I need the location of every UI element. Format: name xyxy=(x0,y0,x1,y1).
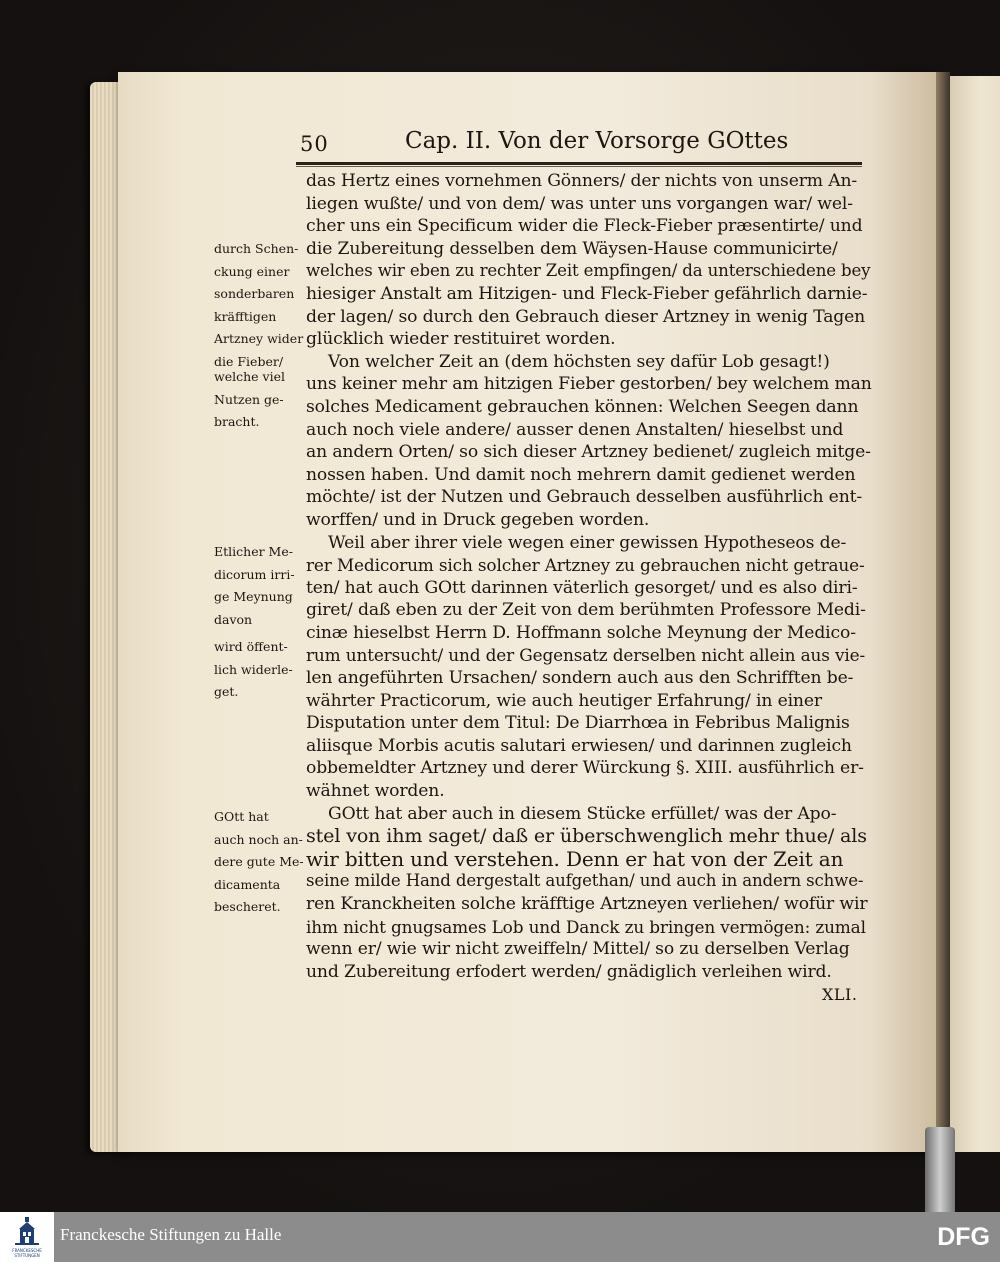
margin-line: sonderbaren xyxy=(214,286,295,301)
text-line: welches wir eben zu rechter Zeit empfingen/ da unterschiedene bey xyxy=(306,261,871,281)
text-line: wenn er/ wie wir nicht zweiffeln/ Mittel/ so zu derselben Verlag xyxy=(306,939,850,960)
margin-note-5 xyxy=(214,806,310,919)
margin-line: dicorum irri- xyxy=(214,566,295,582)
page-number: 50 xyxy=(300,132,329,156)
text-line: cher uns ein Specificum wider die Fleck-Fieber præsentirte/ und xyxy=(306,216,863,237)
margin-line: bescheret. xyxy=(214,899,281,914)
text-line: hiesiger Anstalt am Hitzigen- und Fleck-Fieber gefährlich darnie- xyxy=(306,283,868,304)
text-line: ren Kranckheiten solche kräfftige Artzneyen verliehen/ wofür wir xyxy=(306,894,868,914)
institution-emblem-icon xyxy=(15,1217,39,1247)
dfg-logo[interactable]: DFG xyxy=(937,1223,990,1251)
text-line: stel von ihm saget/ daß er überschwenglich mehr thue/ als xyxy=(306,824,867,848)
margin-line: GOtt hat xyxy=(214,809,269,824)
text-line: die Zubereitung desselben dem Wäysen-Hause communicirte/ xyxy=(306,238,838,259)
margin-line: ckung einer xyxy=(214,263,290,279)
text-line: GOtt hat aber auch in diesem Stücke erfüllet/ was der Apo- xyxy=(328,803,837,824)
institution-link[interactable]: Franckesche Stiftungen zu Halle xyxy=(60,1225,282,1244)
text-line: möchte/ ist der Nutzen und Gebrauch desselben ausführlich ent- xyxy=(306,487,863,508)
margin-line: dicamenta xyxy=(214,876,281,892)
text-line: ten/ hat auch GOtt darinnen väterlich gesorget/ und es also diri- xyxy=(306,577,858,598)
text-line: wir bitten und verstehen. Denn er hat von der Zeit an xyxy=(306,846,844,871)
text-line: giret/ daß eben zu der Zeit von dem berühmten Professore Medi- xyxy=(306,600,866,621)
margin-line: auch noch an- xyxy=(214,831,303,847)
header-rule-thin xyxy=(296,166,862,167)
margin-line: wird öffent- xyxy=(214,639,288,654)
text-line: Weil aber ihrer viele wegen einer gewissen Hypotheseos de- xyxy=(328,532,847,553)
margin-line: durch Schen- xyxy=(214,241,299,256)
margin-line: lich widerle- xyxy=(214,661,293,677)
margin-line: welche viel xyxy=(214,369,285,384)
text-line: Von welcher Zeit an (dem höchsten sey dafür Lob gesagt!) xyxy=(328,351,830,372)
text-line: liegen wußte/ und von dem/ was unter uns vorgangen war/ wel- xyxy=(306,193,853,214)
page-header xyxy=(300,128,789,160)
logo-caption: FRANCKESCHE STIFTUNGEN xyxy=(12,1248,42,1258)
margin-line: Etlicher Me- xyxy=(214,544,293,559)
margin-note-2 xyxy=(214,366,310,434)
facing-page-edge xyxy=(950,76,1000,1152)
header-rule xyxy=(296,162,862,165)
margin-line: bracht. xyxy=(214,414,260,429)
text-line: aliisque Morbis acutis salutari erwiesen/ und darinnen zugleich xyxy=(306,735,852,756)
margin-note-1 xyxy=(214,238,310,373)
margin-note-3 xyxy=(214,541,310,631)
margin-line: Nutzen ge- xyxy=(214,391,284,407)
text-line: währter Practicorum, wie auch heutiger Erfahrung/ in einer xyxy=(306,690,822,711)
text-line: wähnet worden. xyxy=(306,781,445,802)
running-title: Cap. II. Von der Vorsorge GOttes xyxy=(405,128,789,154)
footer-bar xyxy=(0,1212,1000,1262)
text-line: rer Medicorum sich solcher Artzney zu gebrauchen nicht getraue- xyxy=(306,555,865,576)
margin-line: davon xyxy=(214,611,253,627)
margin-line: kräfftigen xyxy=(214,308,277,324)
text-line: ihm nicht gnugsames Lob und Danck zu bringen vermögen: zumal xyxy=(306,916,866,937)
text-line: solches Medicament gebrauchen können: Welchen Seegen dann xyxy=(306,396,859,417)
text-line: rum untersucht/ und der Gegensatz derselben nicht allein aus vie- xyxy=(306,645,866,666)
book-clasp xyxy=(925,1127,955,1212)
franckesche-stiftungen-logo[interactable] xyxy=(0,1212,54,1262)
catchword: XLI. xyxy=(822,985,858,1004)
text-line: Disputation unter dem Titul: De Diarrhœa in Febribus Malignis xyxy=(306,713,850,734)
text-line: der lagen/ so durch den Gebrauch dieser Artzney in wenig Tagen xyxy=(306,306,866,327)
text-line: das Hertz eines vornehmen Gönners/ der nichts von unserm An- xyxy=(306,171,858,191)
text-line: obbemeldter Artzney und derer Würckung §. XIII. ausführlich er- xyxy=(306,758,864,779)
text-line: nossen haben. Und damit noch mehrern damit gedienet werden xyxy=(306,464,856,485)
text-line: glücklich wieder restituiret worden. xyxy=(306,329,616,350)
text-line: uns keiner mehr am hitzigen Fieber gestorben/ bey welchem man xyxy=(306,374,872,395)
text-line: cinæ hieselbst Herrn D. Hoffmann solche Meynung der Medico- xyxy=(306,622,856,643)
margin-line: ge Meynung xyxy=(214,589,293,604)
text-line: auch noch viele andere/ ausser denen Anstalten/ hieselbst und xyxy=(306,419,844,440)
margin-line: get. xyxy=(214,684,239,699)
text-line: len angeführten Ursachen/ sondern auch aus den Schrifften be- xyxy=(306,668,854,689)
text-line: und Zubereitung erfodert werden/ gnädiglich verleihen wird. xyxy=(306,961,832,982)
margin-line: Artzney wider xyxy=(214,331,304,346)
text-line: an andern Orten/ so sich dieser Artzney bedienet/ zugleich mitge- xyxy=(306,442,871,463)
book-gutter xyxy=(936,72,950,1152)
margin-line: die Fieber/ xyxy=(214,353,284,369)
body-text xyxy=(306,170,872,983)
margin-line: dere gute Me- xyxy=(214,854,304,869)
text-line: worffen/ und in Druck gegeben worden. xyxy=(306,509,650,530)
text-line: seine milde Hand dergestalt aufgethan/ und auch in andern schwe- xyxy=(306,871,864,891)
margin-note-4 xyxy=(214,636,310,704)
